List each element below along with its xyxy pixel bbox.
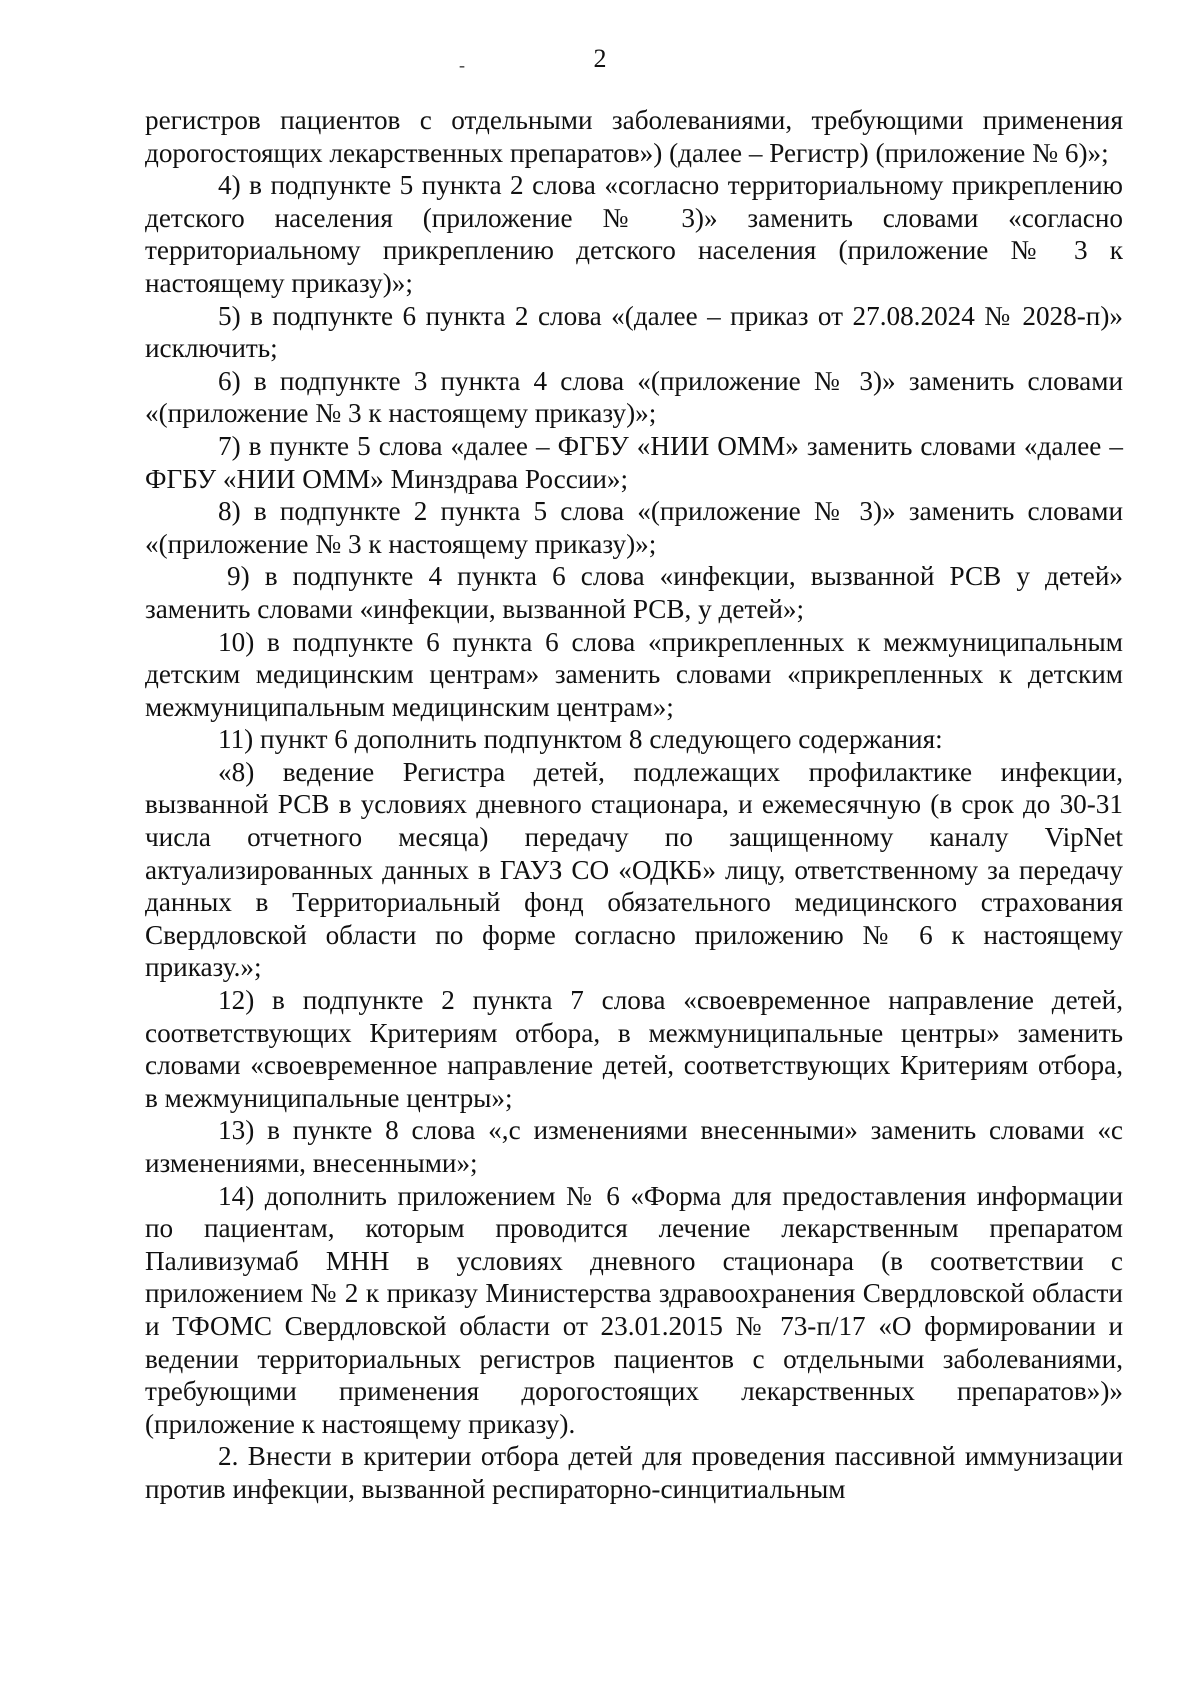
paragraph-item-6: 6) в подпункте 3 пункта 4 слова «(приложение № 3)» заменить словами «(приложение № 3 к настоящему приказу)»; xyxy=(145,365,1123,429)
paragraph-item-12: 12) в подпункте 2 пункта 7 слова «своевременное направление детей, соответствующих Критериям отбора, в межмуниципальные центры» заменить словами «своевременное направление детей, соответствующих Критериям отбора, в межмуниципальные центры»; xyxy=(145,985,1123,1113)
page-number: 2 xyxy=(593,44,607,73)
paragraph-quoted-subitem-8: «8) ведение Регистра детей, подлежащих профилактике инфекции, вызванной РСВ в условиях дневного стационара, и ежемесячную (в срок до 30-31 числа отчетного месяца) передачу по защищенному каналу VipNet актуализированных данных в ГАУЗ СО «ОДКБ» лицу, ответственному за передачу данных в Территориальный фонд обязательного медицинского страхования Свердловской области по форме согласно приложению № 6 к настоящему приказу.»; xyxy=(145,756,1123,983)
paragraph-item-9: 9) в подпункте 4 пункта 6 слова «инфекции, вызванной РСВ у детей» заменить словами «инфекции, вызванной РСВ, у детей»; xyxy=(145,561,1123,624)
paragraph-section-2: 2. Внести в критерии отбора детей для проведения пассивной иммунизации против инфекции, вызванной респираторно-синцитиальным xyxy=(145,1441,1123,1504)
paragraph-item-10: 10) в подпункте 6 пункта 6 слова «прикрепленных к межмуниципальным детским медицинским центрам» заменить словами «прикрепленных к детским межмуниципальным медицинским центрам»; xyxy=(145,626,1123,722)
paragraph-item-11: 11) пункт 6 дополнить подпунктом 8 следующего содержания: xyxy=(218,724,943,755)
stray-mark: - xyxy=(459,55,465,75)
paragraph-item-5: 5) в подпункте 6 пункта 2 слова «(далее – приказ от 27.08.2024 № 2028-п)» исключить; xyxy=(145,300,1123,364)
paragraph-continuation: регистров пациентов с отдельными заболеваниями, требующими применения дорогостоящих лекарственных препаратов») (далее – Регистр) (приложение № 6)»; xyxy=(145,105,1123,168)
paragraph-item-4: 4) в подпункте 5 пункта 2 слова «согласно территориальному прикреплению детского населения (приложение № 3)» заменить словами «согласно территориальному прикреплению детского населения (приложение № 3 к настоящему приказу)»; xyxy=(145,170,1123,298)
document-body xyxy=(145,104,1123,1506)
paragraph-item-14: 14) дополнить приложением № 6 «Форма для предоставления информации по пациентам, которым проводится лечение лекарственным препаратом Паливизумаб МНН в условиях дневного стационара (в соответствии с приложением № 2 к приказу Министерства здравоохранения Свердловской области и ТФОМС Свердловской области от 23.01.2015 № 73-п/17 «О формировании и ведении территориальных регистров пациентов с отдельными заболеваниями, требующими применения дорогостоящих лекарственных препаратов»)» (приложение к настоящему приказу). xyxy=(145,1180,1123,1439)
paragraph-item-13: 13) в пункте 8 слова «,с изменениями внесенными» заменить словами «с изменениями, внесенными»; xyxy=(145,1115,1123,1178)
paragraph-item-8: 8) в подпункте 2 пункта 5 слова «(приложение № 3)» заменить словами «(приложение № 3 к настоящему приказу)»; xyxy=(145,496,1123,559)
paragraph-item-7: 7) в пункте 5 слова «далее – ФГБУ «НИИ ОММ» заменить словами «далее – ФГБУ «НИИ ОММ» Минздрава России»; xyxy=(145,430,1123,494)
